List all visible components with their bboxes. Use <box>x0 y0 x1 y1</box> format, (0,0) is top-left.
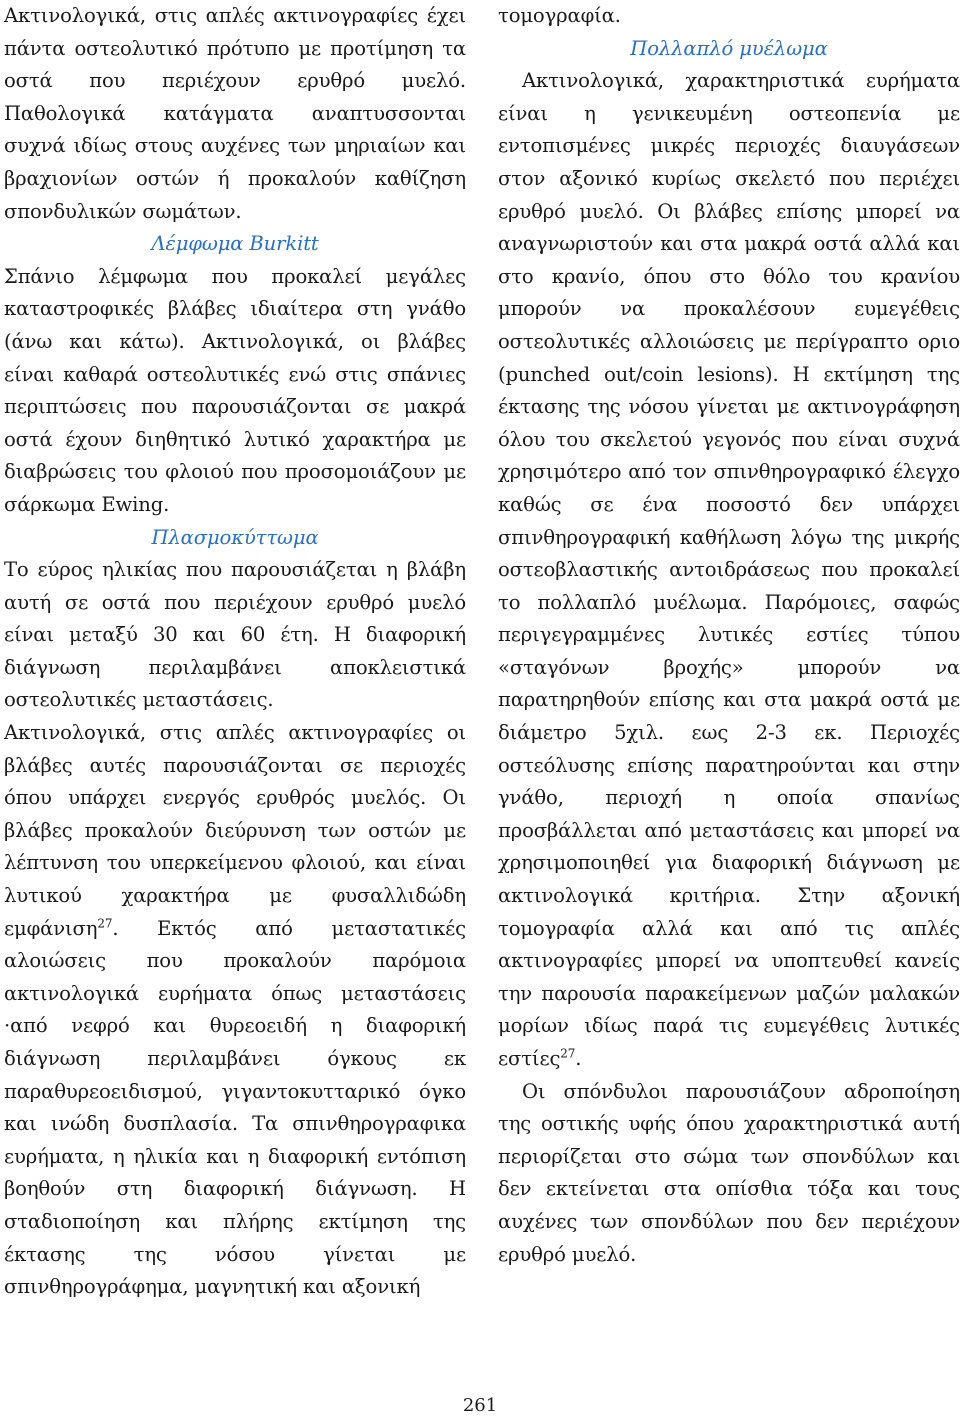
right-column <box>498 0 960 1271</box>
heading-multiple-myeloma: Πολλαπλό μυέλωμα <box>630 36 828 60</box>
paragraph-continuation: τομογραφία. <box>498 4 621 27</box>
paragraph-plasmacytoma-radiology <box>4 717 466 1304</box>
reference-superscript: 27 <box>560 1046 576 1061</box>
page-number: 261 <box>462 1395 498 1416</box>
paragraph-myeloma-radiology <box>498 65 960 1075</box>
paragraph-plasmacytoma-age: Το εύρος ηλικίας που παρουσιάζεται η βλάβη αυτή σε οστά που περιέχουν ερυθρό μυελό είναι μεταξύ 30 και 60 έτη. Η διαφορική διάγνωση περιλαμβάνει αποκλειστικά οστεολυτικές μεταστάσεις. <box>4 558 466 712</box>
paragraph-plasmacytoma-radiology-text-b: . Εκτός από μεταστατικές αλοιώσεις που προκαλούν παρόμοια ακτινολογικά ευρήματα όπως μεταστάσεις ·από νεφρό και θυρεοειδή η διαφορική διάγνωση περιλαμβάνει όγκους εκ παραθυρεοειδισμού, γιγαντοκυτταρικό όγκο και ινώδη δυσπλασία. Τα σπινθηρογραφικα ευρήματα, η ηλικία και η διαφορική εντόπιση βοηθούν στη διαφορική διάγνωση. Η σταδιοποίηση και πλήρης εκτίμηση της έκτασης της νόσου γίνεται με σπινθηρογράφημα, μαγνητική και αξονική <box>4 916 466 1299</box>
reference-superscript: 27 <box>97 916 113 931</box>
paragraph-radiology-lymphoma: Ακτινολογικά, στις απλές ακτινογραφίες έχει πάντα οστεολυτικό πρότυπο με προτίμηση τα οστά που περιέχουν ερυθρό μυελό. Παθολογικά κατάγματα αναπτυσσονται συχνά ιδίως στους αυχένες των μηριαίων και βραχιονίων οστών ή προκαλούν καθίζηση σπονδυλικών σωμάτων. <box>4 4 466 223</box>
paragraph-plasmacytoma-radiology-text-a: Ακτινολογικά, στις απλές ακτινογραφίες οι βλάβες αυτές παρουσιάζονται σε περιοχές όπου υπάρχει ενεργός ερυθρός μυελός. Οι βλάβες προκαλούν διεύρυνση των οστών με λέπτυνση του υπερκείμενου φλοιού, και είναι λυτικού χαρακτήρα με φυσαλλιδώδη εμφάνιση <box>4 721 466 940</box>
heading-plasmacytoma: Πλασμοκύττωμα <box>151 525 319 549</box>
paragraph-vertebrae: Οι σπόνδυλοι παρουσιάζουν αδροποίηση της οστικής υφής όπου χαρακτηριστικά αυτή περιορίζεται στο σώμα των σπονδύλων και δεν εκτείνεται στα οπίσθια τόξα και τους αυχένες των σπονδύλων που δεν περιέχουν ερυθρό μυελό. <box>498 1079 960 1266</box>
paragraph-myeloma-radiology-text: Ακτινολογικά, χαρακτηριστικά ευρήματα είναι η γενικευμένη οστεοπενία με εντοπισμένες μικρές περιοχές διαυγάσεων στον αξονικό κυρίως σκελετό που περιέχει ερυθρό μυελό. Οι βλάβες επίσης μπορεί να αναγνωριστούν και στα μακρά οστά αλλά και στο κρανίο, όπου στο θόλο του κρανίου μπορούν να προκαλέσουν ευμεγέθεις οστεολυτικές αλλοιώσεις με περίγραπτο οριο (punched out/coin lesions). Η εκτίμηση της έκτασης της νόσου γίνεται με ακτινογράφηση όλου του σκελετού γεγονός που είναι συχνά χρησιμότερο από τον σπινθηρογραφικό έλεγχο καθώς σε ένα ποσοστό δεν υπάρχει σπινθηρογραφική καθήλωση λόγω της μικρής οστεοβλαστικής αντοιδράσεως που προκαλεί το πολλαπλό μυέλωμα. Παρόμοιες, σαφώς περιγεγραμμένες λυτικές εστίες τύπου «σταγόνων βροχής» μπορούν να παρατηρηθούν επίσης και στα μακρά οστά με διάμετρο 5χιλ. εως 2-3 εκ. Περιοχές οστεόλυσης επίσης παρατηρούνται και στην γνάθο, περιοχή η οποία σπανίως προσβάλλεται από μεταστάσεις και μπορεί να χρησιμοποιηθεί για διαφορική διάγνωση με ακτινολογικά κριτήρια. Στην αξονική τομογραφία αλλά και από τις απλές ακτινογραφίες μπορεί να υποπτευθεί κανείς την παρουσία παρακείμενων μαζών μαλακών μορίων ιδίως παρά τις ευμεγέθεις λυτικές εστίες <box>498 69 960 1070</box>
left-column <box>4 0 466 1304</box>
paragraph-myeloma-radiology-end: . <box>575 1047 582 1070</box>
heading-burkitt-lymphoma: Λέμφωμα Burkitt <box>151 232 319 256</box>
paragraph-burkitt: Σπάνιο λέμφωμα που προκαλεί μεγάλες καταστροφικές βλάβες ιδιαίτερα στη γνάθο (άνω και κάτω). Ακτινολογικά, οι βλάβες είναι καθαρά οστεολυτικές ενώ στις σπάνιες περιπτώσεις που παρουσιάζονται σε μακρά οστά έχουν διηθητικό λυτικό χαρακτήρα με διαβρώσεις του φλοιού που προσομοιάζουν με σάρκωμα Ewing. <box>4 264 466 516</box>
